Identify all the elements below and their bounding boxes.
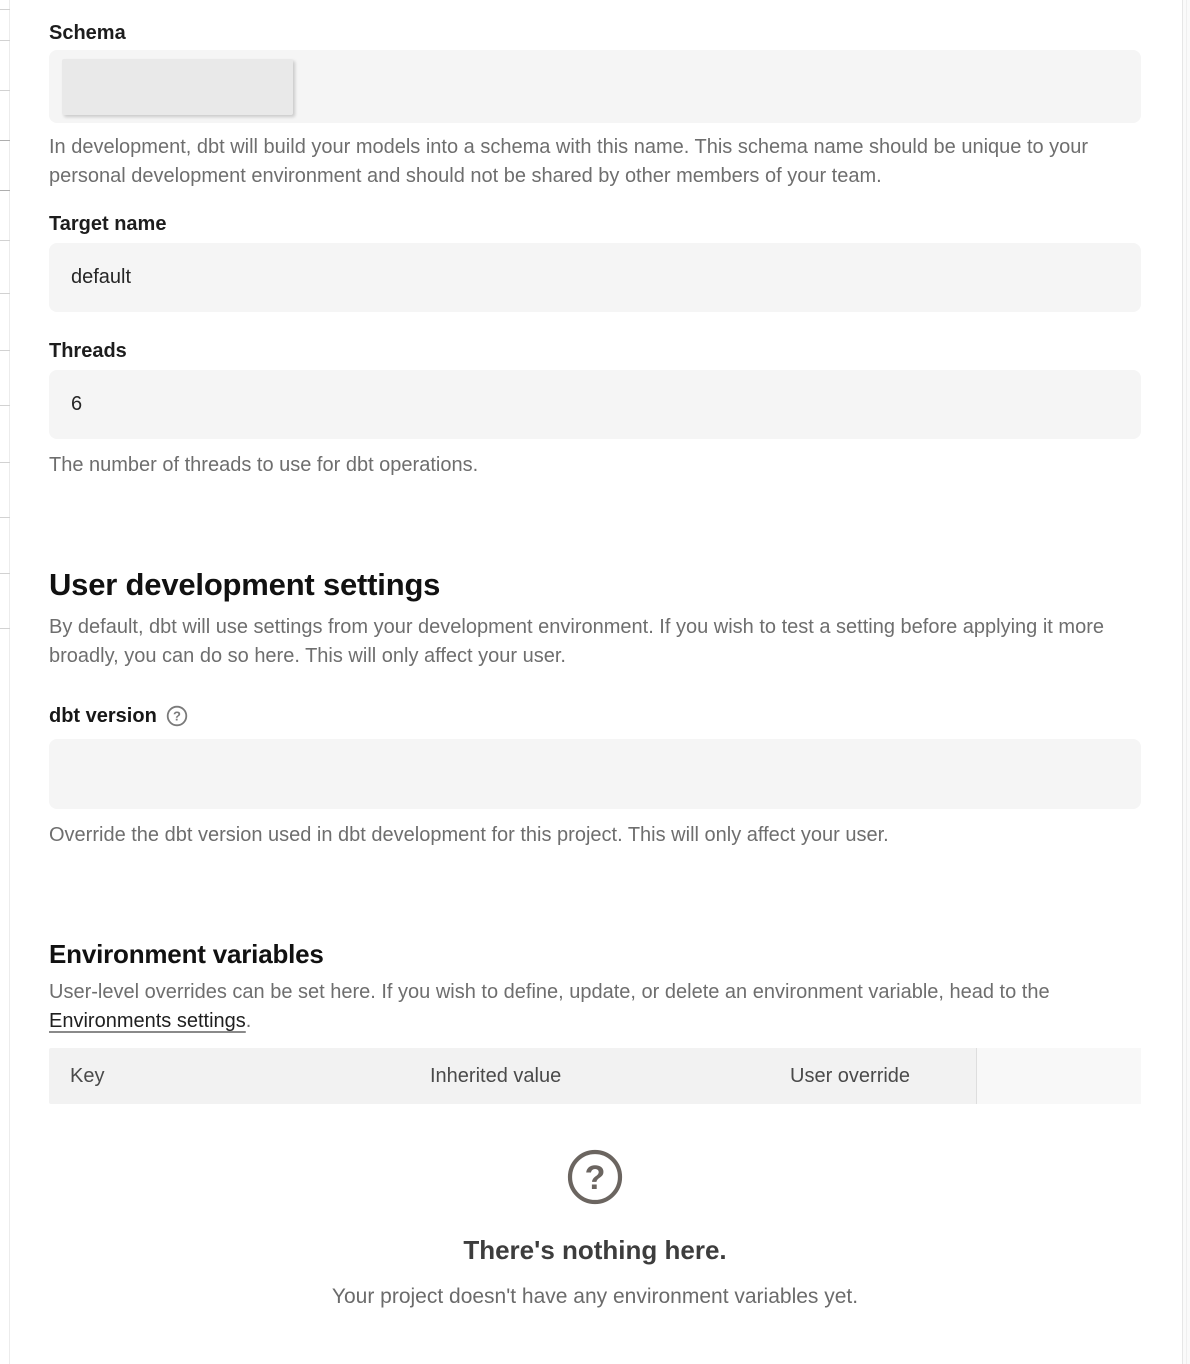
table-header-user-override: User override bbox=[790, 1064, 911, 1087]
environment-variables-description-text: User-level overrides can be set here. If you wish to define, update, or delete an environment variable, head to the bbox=[49, 981, 1050, 1003]
left-panel-edge bbox=[0, 0, 10, 1364]
threads-label: Threads bbox=[49, 340, 127, 362]
environment-variables-title: Environment variables bbox=[49, 939, 324, 969]
credentials-settings-panel bbox=[49, 20, 1141, 1311]
left-panel-divider bbox=[0, 293, 10, 294]
left-panel-divider bbox=[0, 517, 10, 518]
left-panel-divider bbox=[0, 9, 10, 10]
scrollbar-track-line bbox=[1186, 0, 1187, 1364]
threads-field-group bbox=[49, 338, 1141, 480]
user-development-settings-title: User development settings bbox=[49, 567, 441, 602]
table-header-actions-column bbox=[976, 1048, 1141, 1104]
table-header-inherited-value: Inherited value bbox=[430, 1064, 562, 1087]
target-name-input[interactable] bbox=[49, 243, 1141, 312]
target-name-field-group bbox=[49, 211, 1141, 312]
schema-value-redaction bbox=[62, 59, 293, 115]
question-circle-icon bbox=[566, 1148, 624, 1206]
environment-variables-table-header bbox=[49, 1048, 1141, 1104]
left-panel-divider bbox=[0, 462, 10, 463]
scrollbar-track[interactable] bbox=[1182, 0, 1190, 1364]
environments-settings-link[interactable]: Environments settings bbox=[49, 1010, 246, 1032]
left-panel-divider bbox=[0, 350, 10, 351]
svg-text:?: ? bbox=[584, 1159, 606, 1197]
empty-state-title: There's nothing here. bbox=[463, 1235, 727, 1265]
dbt-version-label: dbt version bbox=[49, 705, 157, 727]
empty-state-message: Your project doesn't have any environment variables yet. bbox=[331, 1285, 859, 1308]
left-panel-divider bbox=[0, 573, 10, 574]
dbt-version-input[interactable] bbox=[49, 739, 1141, 809]
target-name-label: Target name bbox=[49, 213, 167, 235]
left-panel-divider bbox=[0, 40, 10, 41]
schema-help-text: In development, dbt will build your models into a schema with this name. This schema name should be unique to your personal development environment and should not be shared by other members of your team. bbox=[49, 136, 1089, 187]
left-panel-divider bbox=[0, 90, 10, 91]
left-panel-divider bbox=[0, 140, 10, 141]
dbt-version-help-text: Override the dbt version used in dbt development for this project. This will only affect your user. bbox=[49, 824, 889, 846]
dbt-version-label-row bbox=[49, 703, 1141, 729]
environment-variables-empty-state bbox=[49, 1148, 1141, 1311]
schema-label: Schema bbox=[49, 22, 126, 44]
threads-input[interactable] bbox=[49, 370, 1141, 439]
threads-help-text: The number of threads to use for dbt operations. bbox=[49, 454, 479, 476]
left-panel-divider bbox=[0, 405, 10, 406]
left-panel-divider bbox=[0, 628, 10, 629]
schema-field-group bbox=[49, 20, 1141, 191]
schema-input[interactable] bbox=[49, 50, 1141, 123]
left-panel-divider bbox=[0, 190, 10, 191]
table-header-key: Key bbox=[70, 1064, 105, 1087]
user-development-settings-description: By default, dbt will use settings from your development environment. If you wish to test a setting before applying it more broadly, you can do so here. This will only affect your user. bbox=[49, 616, 1104, 667]
question-circle-icon[interactable] bbox=[166, 705, 188, 727]
environment-variables-description-period: . bbox=[245, 1010, 252, 1032]
environment-variables-description bbox=[49, 978, 1141, 1036]
svg-text:?: ? bbox=[172, 708, 181, 724]
left-panel-divider bbox=[0, 240, 10, 241]
